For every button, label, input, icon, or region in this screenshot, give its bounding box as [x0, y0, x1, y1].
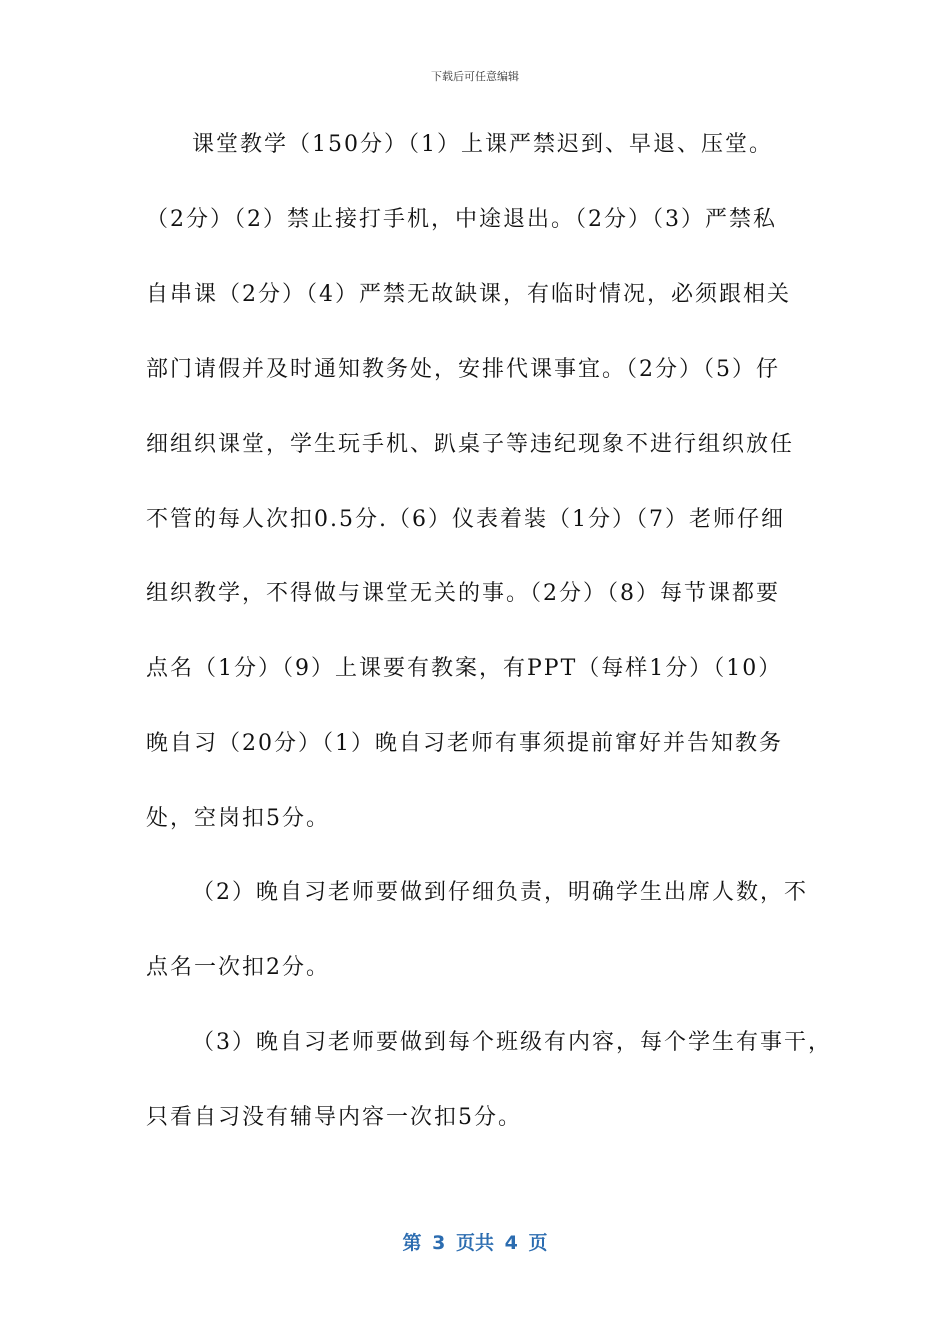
body-line-3: 自串课（2分）（4）严禁无故缺课，有临时情况，必须跟相关 [146, 282, 791, 307]
page-number: 第 3 页共 4 页 [402, 1232, 548, 1254]
body-line-6: 不管的每人次扣0.5分.（6）仪表着装（1分）（7）老师仔细 [146, 507, 785, 532]
body-line-7: 组织教学，不得做与课堂无关的事。（2分）（8）每节课都要 [146, 581, 780, 606]
body-line-2: （2分）（2）禁止接打手机，中途退出。（2分）（3）严禁私 [146, 207, 777, 232]
download-note: 下载后可任意编辑 [431, 70, 519, 83]
body-line-11: （2）晚自习老师要做到仔细负责，明确学生出席人数，不 [192, 880, 808, 905]
body-line-8: 点名（1分）（9）上课要有教案，有PPT（每样1分）（10） [146, 656, 783, 681]
body-line-5: 细组织课堂，学生玩手机、趴桌子等违纪现象不进行组织放任 [146, 432, 795, 457]
body-line-1: 课堂教学（150分）（1）上课严禁迟到、早退、压堂。 [192, 132, 773, 157]
body-line-13: （3）晚自习老师要做到每个班级有内容，每个学生有事干， [192, 1030, 832, 1055]
body-line-14: 只看自习没有辅导内容一次扣5分。 [146, 1105, 522, 1130]
body-line-9: 晚自习（20分）（1）晚自习老师有事须提前窜好并告知教务 [146, 731, 783, 756]
body-line-12: 点名一次扣2分。 [146, 955, 330, 980]
body-line-4: 部门请假并及时通知教务处，安排代课事宜。（2分）（5）仔 [146, 357, 780, 382]
body-line-10: 处，空岗扣5分。 [146, 806, 330, 831]
